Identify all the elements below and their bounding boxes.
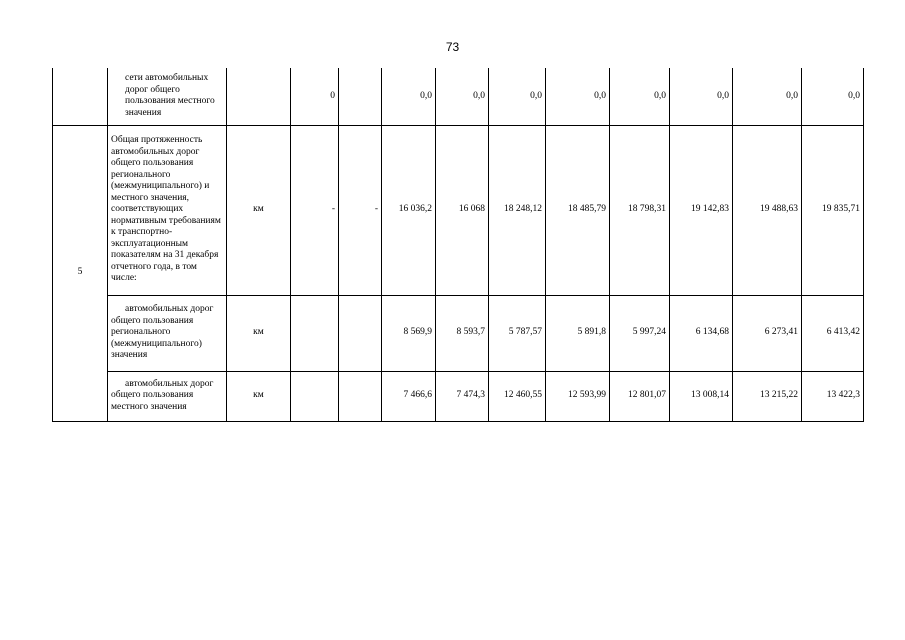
value-cell: 0,0 <box>733 68 802 125</box>
value-cell: 13 422,3 <box>802 371 864 421</box>
value-cell: 19 142,83 <box>670 125 733 295</box>
row-label <box>108 371 227 421</box>
value-cell: 5 891,8 <box>546 295 610 371</box>
value-cell: 8 569,9 <box>382 295 436 371</box>
value-cell: - <box>291 125 339 295</box>
value-cell: 19 835,71 <box>802 125 864 295</box>
row-index <box>53 68 108 125</box>
value-cell: 0,0 <box>670 68 733 125</box>
value-cell: 0,0 <box>436 68 489 125</box>
value-cell: 19 488,63 <box>733 125 802 295</box>
row-label <box>108 295 227 371</box>
indicators-table <box>52 68 864 422</box>
value-cell: 0,0 <box>382 68 436 125</box>
value-cell: 5 997,24 <box>610 295 670 371</box>
value-cell: 0,0 <box>546 68 610 125</box>
table-row <box>53 295 864 371</box>
value-cell: 6 273,41 <box>733 295 802 371</box>
row-label <box>108 68 227 125</box>
value-cell: 6 134,68 <box>670 295 733 371</box>
value-cell: 13 215,22 <box>733 371 802 421</box>
value-cell: 12 593,99 <box>546 371 610 421</box>
row-label: Общая протяженность автомобильных дорог общего пользования регионального (межмуниципального) и местного значения, соответствующих нормативным требованиям к транспортно-эксплуатационным показателям на 31 декабря отчетного года, в том числе: <box>108 125 227 295</box>
row-label-text: автомобильных дорог общего пользования местного значения <box>111 378 214 412</box>
value-cell: 16 068 <box>436 125 489 295</box>
value-cell: - <box>339 125 382 295</box>
value-cell: 16 036,2 <box>382 125 436 295</box>
row-unit: км <box>227 371 291 421</box>
value-cell: 7 474,3 <box>436 371 489 421</box>
value-cell: 8 593,7 <box>436 295 489 371</box>
page-number: 73 <box>445 40 460 54</box>
value-cell: 0,0 <box>802 68 864 125</box>
value-cell: 18 485,79 <box>546 125 610 295</box>
table-row <box>53 125 864 295</box>
value-cell: 12 460,55 <box>489 371 546 421</box>
row-index: 5 <box>53 125 108 421</box>
value-cell: 5 787,57 <box>489 295 546 371</box>
value-cell: 13 008,14 <box>670 371 733 421</box>
value-cell <box>291 371 339 421</box>
value-cell: 12 801,07 <box>610 371 670 421</box>
table-row <box>53 68 864 125</box>
value-cell: 7 466,6 <box>382 371 436 421</box>
row-label-text: автомобильных дорог общего пользования регионального (межмуниципального) значения <box>111 304 214 361</box>
value-cell: 0,0 <box>610 68 670 125</box>
value-cell <box>339 68 382 125</box>
value-cell <box>339 295 382 371</box>
row-unit <box>227 68 291 125</box>
value-cell <box>339 371 382 421</box>
value-cell: 18 798,31 <box>610 125 670 295</box>
row-unit: км <box>227 125 291 295</box>
row-unit: км <box>227 295 291 371</box>
value-cell <box>291 295 339 371</box>
value-cell: 18 248,12 <box>489 125 546 295</box>
row-label-text: сети автомобильных дорог общего пользования местного значения <box>125 73 215 118</box>
table-row <box>53 371 864 421</box>
value-cell: 6 413,42 <box>802 295 864 371</box>
value-cell: 0 <box>291 68 339 125</box>
value-cell: 0,0 <box>489 68 546 125</box>
